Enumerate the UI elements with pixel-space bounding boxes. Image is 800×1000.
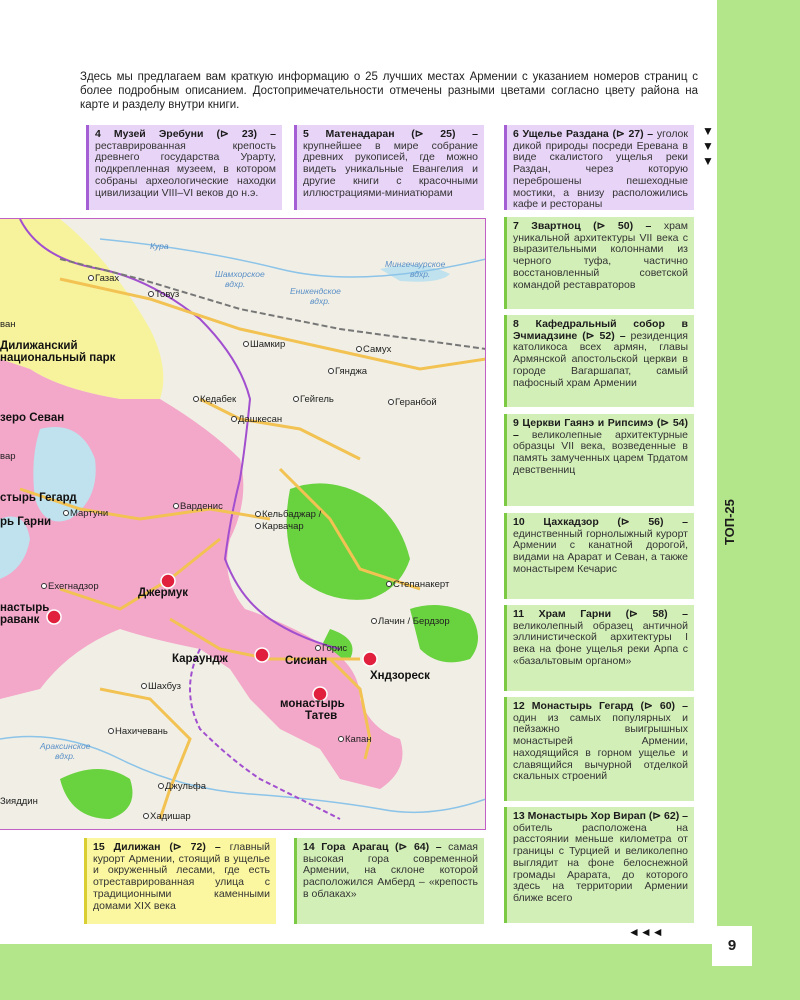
sight-label: Хндзореск — [370, 670, 430, 682]
intro-text: Здесь мы предлагаем вам краткую информацию о 25 лучших местах Армении с указанием номеров страниц с более подробным описанием. Достопримечательности отмечены разными цветами согласно цвету района на карте и разделу внутри книги. — [80, 71, 698, 111]
card-text: реставрированная крепость древнего государства Урарту, подкрепленная музеем, в котором собраны археологические находки цивилизации VIII–VI веков до н.э. — [95, 139, 276, 199]
town-marker — [144, 814, 149, 819]
card-geghard — [504, 697, 694, 801]
card-text: самая высокая гора современной Армении, на склоне которой расположился Амберд – «крепость в облаках» — [303, 841, 478, 900]
sight-label: стырь Гегард — [0, 492, 77, 504]
town-label: Самух — [363, 344, 392, 355]
water-label: вдхр. — [410, 269, 431, 279]
town-label: Геранбой — [395, 397, 437, 408]
town-label: Варденис — [180, 501, 223, 512]
water-label: вдхр. — [55, 751, 76, 761]
town-label: Гянджа — [335, 366, 368, 377]
town-label: Кельбаджар / — [262, 509, 322, 520]
water-label: Кура — [150, 241, 169, 251]
card-text: уголок дикой природы посреди Еревана в виде скалистого ущелья реки Раздан, через которую переброшены пешеходные мостики, а внизу расположились кафе и рестораны — [513, 128, 688, 211]
card-title: 13 Монастырь Хор Вирап (⊳ 62) – — [513, 810, 688, 822]
water-label: вдхр. — [225, 279, 246, 289]
card-erebuni — [86, 125, 282, 210]
card-razdan-gorge — [504, 125, 694, 210]
card-title: 14 Гора Арагац (⊳ 64) – — [303, 841, 442, 853]
town-label: Ехегнадзор — [48, 581, 99, 592]
card-text: великолепный образец античной эллинистической архитектуры I века на фоне ущелья реки Арпа с «базальтовым органом» — [513, 619, 688, 667]
town-label: Джульфа — [165, 781, 207, 792]
card-tsaghkadzor — [504, 513, 694, 599]
town-marker — [389, 400, 394, 405]
town-label: Капан — [345, 734, 372, 745]
water-label: Мингечаурское — [385, 259, 446, 269]
town-label: Карвачар — [262, 521, 304, 532]
town-marker — [256, 524, 261, 529]
town-label: Нахичевань — [115, 726, 168, 737]
town-marker — [174, 504, 179, 509]
card-title: 15 Дилижан (⊳ 72) – — [93, 841, 221, 853]
page-number: 9 — [712, 926, 752, 966]
card-aragats — [294, 838, 484, 924]
town-label: Газах — [95, 273, 120, 284]
sight-label: рь Гарни — [0, 516, 52, 528]
town-label: ван — [0, 319, 16, 330]
card-etchmiadzin — [504, 315, 694, 407]
card-matenadaran — [294, 125, 484, 210]
card-text: единственный горнолыжный курорт Армении с канатной дорогой, видами на Арарат и Севан, а также монастырем Кечарис — [513, 527, 688, 575]
town-label: Шахбуз — [148, 681, 181, 692]
town-marker — [159, 784, 164, 789]
sight-label: Сисиан — [285, 655, 328, 667]
card-text: резиденция католикоса всех армян, главы Армянской апостольской церкви в городе Вагаршапат, самый пафосный храм Армении — [513, 329, 688, 389]
town-marker — [232, 417, 237, 422]
town-marker — [194, 397, 199, 402]
town-label: Хадишар — [150, 811, 191, 822]
town-marker — [387, 582, 392, 587]
town-label: Кедабек — [200, 394, 237, 405]
town-marker — [42, 584, 47, 589]
town-label: Степанакерт — [393, 579, 450, 590]
card-garni-temple — [504, 605, 694, 691]
card-title: 8 Кафедральный собор в Эчмиадзине (⊳ 52) – — [513, 318, 688, 342]
sight-label: национальный парк — [0, 352, 116, 364]
sight-label: Караундж — [172, 653, 228, 665]
water-label: Шамхорское — [215, 269, 265, 279]
town-label: Товуз — [155, 289, 180, 300]
card-title: 7 Звартноц (⊳ 50) – — [513, 220, 652, 232]
town-label: Мартуни — [70, 508, 109, 519]
town-marker — [329, 369, 334, 374]
arrows-down-icon: ▼▼▼ — [701, 124, 715, 169]
card-khor-virap — [504, 807, 694, 923]
card-text: обитель расположена на расстоянии меньше километра от границы с Турцией и великолепно выглядит на фоне белоснежной громады Арарата, до которого здесь на территории Армении ближе всего — [513, 821, 688, 904]
card-title: 11 Храм Гарни (⊳ 58) – — [513, 608, 688, 620]
bottom-color-band — [0, 944, 800, 1000]
sight-pin-icon[interactable] — [161, 574, 175, 588]
town-label: Шамкир — [250, 339, 286, 350]
water-label: вдхр. — [310, 296, 331, 306]
sight-pin-icon[interactable] — [255, 648, 269, 662]
town-marker — [244, 342, 249, 347]
town-marker — [142, 684, 147, 689]
card-dilijan — [84, 838, 276, 924]
town-marker — [372, 619, 377, 624]
card-title: 6 Ущелье Раздана (⊳ 27) – — [513, 128, 654, 140]
town-marker — [339, 737, 344, 742]
town-marker — [357, 347, 362, 352]
card-title: 5 Матенадаран (⊳ 25) – — [303, 128, 478, 140]
town-marker — [316, 646, 321, 651]
town-marker — [149, 292, 154, 297]
card-text: великолепные архитектурные образцы VII века, возведенные в память замученных царем Трдатом девственниц — [513, 428, 688, 476]
region-map[interactable] — [0, 218, 486, 830]
card-title: 12 Монастырь Гегард (⊳ 60) – — [513, 700, 688, 712]
sight-label: Татев — [305, 710, 338, 722]
town-marker — [294, 397, 299, 402]
sight-label: монастырь — [280, 698, 345, 710]
card-text: один из самых популярных и пейзажно выигрышных монастырей Армении, находящийся в горном ущелье и славящийся вычурной отделкой скальных строений — [513, 711, 688, 783]
sight-label: зеро Севан — [0, 412, 65, 424]
map-svg — [0, 219, 486, 830]
water-label: Еникендское — [290, 286, 341, 296]
town-label: Зияддин — [0, 796, 38, 807]
sight-label: Джермук — [138, 587, 188, 599]
town-marker — [89, 276, 94, 281]
town-marker — [64, 511, 69, 516]
arrows-left-icon: ◄◄◄ — [628, 925, 664, 939]
card-text: крупнейшее в мире собрание древних рукописей, где можно видеть уникальные Евангелия и другие книги с красочными иллюстрациями-миниатюрами — [303, 139, 478, 199]
town-label: Лачин / Бердзор — [378, 616, 450, 627]
sight-label: раванк — [0, 614, 40, 626]
card-text: храм уникальной архитектуры VII века с выразительными колоннами из черного туфа, частично восстановленный советской командой реставраторов — [513, 220, 688, 291]
card-title: 4 Музей Эребуни (⊳ 23) – — [95, 128, 276, 140]
card-title: 9 Церкви Гаянэ и Рипсимэ (⊳ 54) – — [513, 417, 688, 441]
card-title: 10 Цахкадзор (⊳ 56) – — [513, 516, 688, 528]
town-label: Горис — [322, 643, 348, 654]
town-label: Дашкесан — [238, 414, 283, 425]
card-text: главный курорт Армении, стоящий в ущелье и окруженный лесами, где есть отреставрированная улица с традиционными каменными домами XIX века — [93, 841, 270, 912]
water-label: Араксинское — [40, 741, 91, 751]
sight-label: Дилижанский — [0, 340, 78, 352]
card-gayane-hripsime — [504, 414, 694, 506]
side-section-label: ТОП-25 — [722, 499, 737, 545]
town-marker — [109, 729, 114, 734]
town-label: Гейгель — [300, 394, 334, 405]
town-label: вар — [0, 451, 16, 462]
sight-label: настырь — [0, 602, 50, 614]
card-zvartnots — [504, 217, 694, 309]
sight-pin-icon[interactable] — [363, 652, 377, 666]
town-marker — [256, 512, 261, 517]
